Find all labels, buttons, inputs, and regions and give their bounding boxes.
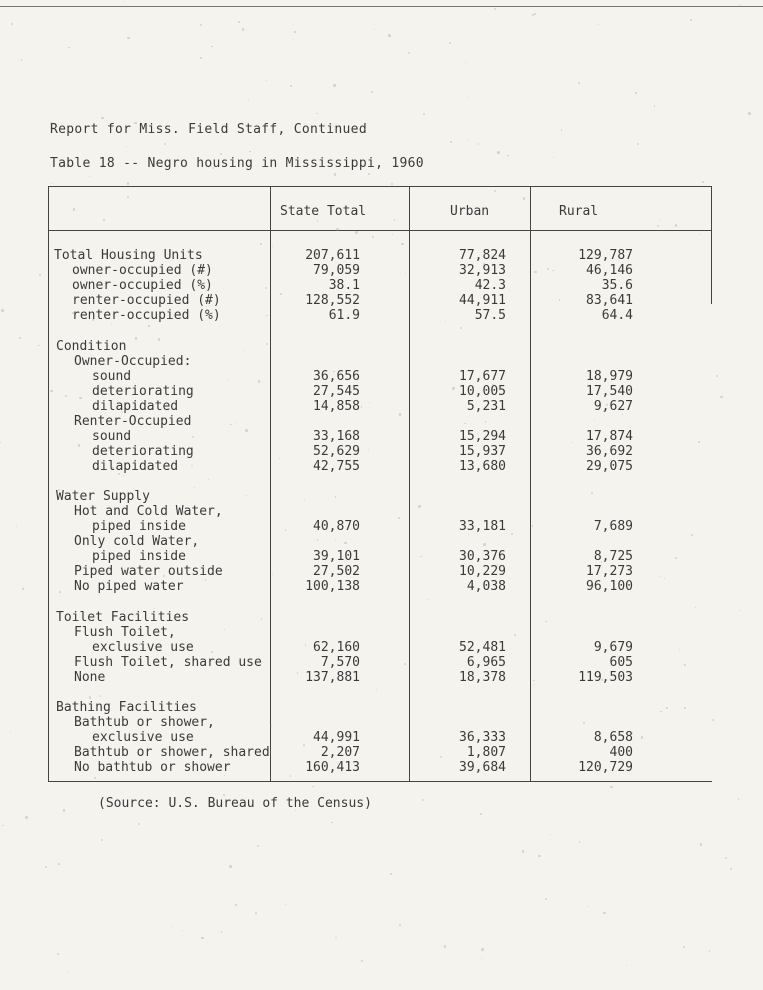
cell-state-total: 38.1: [328, 278, 360, 293]
cell-state-total: 137,881: [305, 670, 360, 685]
paper-speck: [494, 8, 496, 10]
paper-speck: [637, 143, 639, 145]
paper-speck: [200, 24, 202, 26]
row-label: Water Supply: [56, 489, 150, 504]
paper-speck: [0, 442, 1, 443]
paper-speck: [16, 526, 17, 527]
paper-speck: [164, 143, 166, 145]
cell-state-total: 27,545: [313, 384, 360, 399]
row-label: sound: [92, 369, 132, 384]
row-label: No bathtub or shower: [74, 760, 231, 775]
cell-rural: 120,729: [578, 760, 633, 775]
paper-speck: [690, 19, 692, 21]
cell-state-total: 42,755: [313, 459, 360, 474]
paper-speck: [452, 387, 454, 389]
paper-speck: [224, 775, 225, 776]
paper-speck: [374, 29, 375, 30]
cell-state-total: 207,611: [305, 248, 360, 263]
paper-speck: [242, 28, 244, 30]
paper-speck: [201, 937, 203, 939]
cell-urban: 13,680: [459, 459, 506, 474]
paper-speck: [468, 97, 469, 98]
paper-speck: [221, 931, 223, 933]
cell-urban: 52,481: [459, 640, 506, 655]
paper-speck: [257, 845, 259, 847]
paper-speck: [10, 732, 11, 733]
cell-rural: 35.6: [601, 278, 633, 293]
paper-speck: [228, 379, 229, 380]
paper-speck: [279, 458, 280, 459]
paper-speck: [317, 539, 318, 540]
table-left-border: [48, 186, 49, 782]
row-label: No piped water: [74, 579, 184, 594]
paper-speck: [641, 736, 644, 739]
paper-speck: [266, 80, 267, 81]
paper-speck: [361, 960, 364, 963]
paper-speck: [50, 390, 52, 392]
paper-speck: [335, 496, 336, 497]
paper-speck: [112, 467, 113, 468]
cell-state-total: 7,570: [320, 655, 360, 670]
paper-speck: [58, 863, 60, 865]
paper-speck: [53, 158, 54, 159]
paper-speck: [235, 904, 236, 905]
paper-speck: [118, 473, 120, 475]
cell-urban: 10,005: [459, 384, 506, 399]
cell-urban: 1,807: [466, 745, 506, 760]
paper-speck: [449, 42, 451, 44]
paper-speck: [739, 610, 740, 611]
paper-speck: [561, 129, 562, 130]
row-label: Total Housing Units: [54, 248, 203, 263]
paper-speck: [399, 413, 401, 415]
paper-speck: [598, 24, 599, 25]
table-top-border: [48, 186, 712, 187]
paper-speck: [316, 113, 317, 114]
paper-speck: [1, 309, 4, 312]
paper-speck: [440, 756, 442, 758]
row-label: Flush Toilet, shared use: [74, 655, 262, 670]
paper-speck: [21, 59, 23, 61]
paper-speck: [478, 143, 480, 145]
cell-rural: 605: [609, 655, 633, 670]
cell-rural: 9,627: [593, 399, 633, 414]
top-rule: [0, 6, 763, 7]
row-label: Flush Toilet,: [74, 625, 176, 640]
paper-speck: [11, 23, 14, 26]
paper-speck: [249, 151, 251, 153]
cell-rural: 17,540: [586, 384, 633, 399]
paper-speck: [617, 656, 618, 657]
row-label: Only cold Water,: [74, 534, 200, 549]
paper-speck: [2, 825, 3, 826]
paper-speck: [601, 679, 603, 681]
paper-speck: [583, 722, 585, 724]
row-label: owner-occupied (%): [72, 278, 213, 293]
row-label: sound: [92, 429, 132, 444]
paper-speck: [280, 293, 282, 295]
row-label: exclusive use: [92, 730, 194, 745]
paper-speck: [552, 270, 553, 271]
table-title: Table 18 -- Negro housing in Mississippi, 1960: [50, 156, 424, 171]
paper-speck: [361, 406, 362, 407]
col-divider-1: [270, 186, 271, 782]
paper-speck: [248, 100, 249, 101]
cell-state-total: 36,656: [313, 369, 360, 384]
paper-speck: [355, 231, 357, 233]
cell-urban: 39,684: [459, 760, 506, 775]
paper-speck: [423, 113, 425, 115]
paper-speck: [720, 396, 722, 398]
paper-speck: [89, 176, 90, 177]
paper-speck: [603, 912, 606, 915]
cell-rural: 36,692: [586, 444, 633, 459]
cell-urban: 57.5: [474, 308, 506, 323]
paper-speck: [610, 786, 612, 788]
row-label: Piped water outside: [74, 564, 223, 579]
paper-speck: [38, 345, 39, 346]
paper-speck: [534, 684, 535, 685]
cell-rural: 9,679: [593, 640, 633, 655]
cell-urban: 32,913: [459, 263, 506, 278]
paper-speck: [702, 181, 704, 183]
source-note: (Source: U.S. Bureau of the Census): [98, 796, 372, 811]
paper-speck: [220, 153, 222, 155]
paper-speck: [127, 37, 129, 39]
paper-speck: [394, 219, 396, 221]
paper-speck: [246, 495, 247, 496]
row-label: exclusive use: [92, 640, 194, 655]
row-label: deteriorating: [92, 444, 194, 459]
paper-speck: [191, 465, 192, 466]
cell-urban: 18,378: [459, 670, 506, 685]
cell-urban: 30,376: [459, 549, 506, 564]
column-header-urban: Urban: [450, 204, 490, 219]
paper-speck: [635, 92, 637, 94]
cell-state-total: 79,059: [313, 263, 360, 278]
paper-speck: [285, 904, 286, 905]
cell-rural: 17,874: [586, 429, 633, 444]
row-label: piped inside: [92, 549, 186, 564]
paper-speck: [700, 843, 703, 846]
row-label: renter-occupied (%): [72, 308, 221, 323]
paper-speck: [59, 591, 61, 593]
paper-speck: [675, 557, 677, 559]
paper-speck: [238, 21, 240, 23]
row-label: owner-occupied (#): [72, 263, 213, 278]
table-bottom-border: [48, 781, 712, 782]
row-label: Bathtub or shower, shared: [74, 745, 270, 760]
paper-speck: [559, 299, 560, 300]
paper-speck: [679, 649, 680, 650]
paper-speck: [534, 13, 536, 15]
cell-rural: 83,641: [586, 293, 633, 308]
paper-speck: [22, 588, 23, 589]
paper-speck: [135, 337, 137, 339]
paper-speck: [79, 397, 81, 399]
paper-speck: [45, 866, 47, 868]
cell-state-total: 2,207: [320, 745, 360, 760]
paper-speck: [465, 62, 466, 63]
paper-speck: [58, 489, 60, 491]
paper-speck: [657, 225, 659, 227]
paper-speck: [172, 926, 173, 927]
paper-speck: [294, 31, 295, 32]
paper-speck: [390, 873, 392, 875]
paper-speck: [52, 183, 53, 184]
paper-speck: [497, 151, 500, 154]
paper-speck: [295, 810, 296, 811]
paper-speck: [19, 337, 21, 339]
row-label: Renter-Occupied: [74, 414, 192, 429]
paper-speck: [709, 950, 710, 951]
paper-speck: [532, 14, 534, 16]
paper-speck: [683, 946, 685, 948]
cell-rural: 17,273: [586, 564, 633, 579]
paper-speck: [101, 117, 103, 119]
cell-state-total: 44,991: [313, 730, 360, 745]
paper-speck: [481, 958, 482, 959]
paper-speck: [304, 500, 305, 501]
row-label: Bathing Facilities: [56, 700, 197, 715]
cell-urban: 44,911: [459, 293, 506, 308]
row-label: dilapidated: [92, 399, 179, 414]
row-label: deteriorating: [92, 384, 194, 399]
paper-speck: [57, 953, 59, 955]
col-divider-3: [530, 186, 531, 782]
paper-speck: [148, 325, 150, 327]
paper-speck: [538, 855, 540, 857]
paper-speck: [25, 816, 27, 818]
paper-speck: [712, 719, 714, 721]
paper-speck: [660, 219, 661, 220]
cell-state-total: 61.9: [328, 308, 360, 323]
paper-speck: [480, 813, 483, 816]
paper-speck: [725, 857, 727, 859]
paper-speck: [664, 578, 665, 579]
cell-state-total: 62,160: [313, 640, 360, 655]
row-label: Bathtub or shower,: [74, 715, 215, 730]
paper-speck: [39, 274, 41, 276]
paper-speck: [211, 651, 213, 653]
paper-speck: [730, 868, 732, 870]
paper-speck: [675, 224, 678, 227]
paper-speck: [335, 937, 336, 938]
paper-speck: [79, 673, 81, 675]
paper-speck: [138, 823, 140, 825]
paper-speck: [336, 228, 339, 231]
paper-speck: [63, 809, 66, 812]
cell-rural: 18,979: [586, 369, 633, 384]
cell-state-total: 27,502: [313, 564, 360, 579]
paper-speck: [545, 898, 547, 900]
paper-speck: [338, 373, 339, 374]
paper-speck: [483, 263, 485, 265]
column-header-state-total: State Total: [280, 204, 367, 219]
cell-urban: 77,824: [459, 248, 506, 263]
paper-speck: [72, 312, 74, 314]
row-label: Condition: [56, 339, 127, 354]
row-label: Toilet Facilities: [56, 610, 190, 625]
cell-urban: 33,181: [459, 519, 506, 534]
cell-rural: 7,689: [593, 519, 633, 534]
paper-speck: [236, 801, 238, 803]
row-label: Hot and Cold Water,: [74, 504, 223, 519]
paper-speck: [579, 841, 580, 842]
paper-speck: [399, 924, 401, 926]
housing-table: [48, 186, 712, 782]
paper-speck: [272, 574, 273, 575]
cell-rural: 29,075: [586, 459, 633, 474]
paper-speck: [154, 608, 155, 609]
paper-speck: [408, 52, 410, 54]
paper-speck: [101, 839, 103, 841]
cell-state-total: 39,101: [313, 549, 360, 564]
paper-speck: [183, 511, 184, 512]
paper-speck: [229, 865, 232, 868]
paper-speck: [418, 505, 420, 507]
paper-speck: [511, 533, 513, 535]
row-label: renter-occupied (#): [72, 293, 221, 308]
cell-state-total: 52,629: [313, 444, 360, 459]
paper-speck: [266, 315, 267, 316]
paper-speck: [534, 271, 536, 273]
paper-speck: [738, 798, 740, 800]
paper-speck: [138, 289, 139, 290]
paper-speck: [158, 338, 160, 340]
cell-rural: 8,725: [593, 549, 633, 564]
paper-speck: [553, 157, 554, 158]
cell-state-total: 33,168: [313, 429, 360, 444]
cell-state-total: 14,858: [313, 399, 360, 414]
paper-speck: [368, 173, 370, 175]
cell-urban: 6,965: [466, 655, 506, 670]
cell-rural: 8,658: [593, 730, 633, 745]
cell-state-total: 100,138: [305, 579, 360, 594]
paper-speck: [315, 531, 316, 532]
row-label: None: [74, 670, 106, 685]
table-right-border: [711, 186, 712, 304]
paper-speck: [68, 971, 70, 973]
cell-urban: 5,231: [466, 399, 506, 414]
cell-urban: 10,229: [459, 564, 506, 579]
paper-speck: [514, 634, 516, 636]
col-divider-2: [409, 186, 410, 782]
cell-rural: 96,100: [586, 579, 633, 594]
paper-speck: [223, 794, 225, 796]
paper-speck: [578, 82, 580, 84]
cell-rural: 400: [609, 745, 633, 760]
paper-speck: [550, 834, 551, 835]
paper-speck: [468, 140, 469, 141]
cell-urban: 17,677: [459, 369, 506, 384]
cell-state-total: 128,552: [305, 293, 360, 308]
paper-speck: [255, 912, 257, 914]
paper-speck: [89, 696, 91, 698]
paper-speck: [331, 822, 333, 824]
cell-urban: 4,038: [466, 579, 506, 594]
cell-state-total: 40,870: [313, 519, 360, 534]
paper-speck: [200, 57, 203, 60]
paper-speck: [388, 34, 391, 37]
paper-speck: [716, 375, 718, 377]
cell-state-total: 160,413: [305, 760, 360, 775]
paper-speck: [290, 775, 292, 777]
cell-urban: 15,937: [459, 444, 506, 459]
paper-speck: [124, 1, 125, 2]
paper-speck: [522, 850, 524, 852]
paper-speck: [245, 429, 248, 432]
cell-urban: 36,333: [459, 730, 506, 745]
paper-speck: [163, 575, 165, 577]
paper-speck: [654, 105, 656, 107]
paper-speck: [603, 410, 605, 412]
header-divider: [48, 230, 712, 231]
paper-speck: [481, 948, 483, 950]
paper-speck: [211, 46, 213, 48]
paper-speck: [748, 112, 750, 114]
paper-speck: [182, 930, 183, 931]
cell-rural: 129,787: [578, 248, 633, 263]
paper-speck: [127, 182, 129, 184]
paper-speck: [78, 444, 80, 446]
paper-speck: [230, 424, 231, 425]
paper-speck: [235, 422, 236, 423]
paper-speck: [92, 319, 93, 320]
paper-speck: [68, 47, 70, 49]
paper-speck: [422, 799, 424, 801]
paper-speck: [371, 91, 373, 93]
paper-speck: [194, 487, 195, 488]
paper-speck: [444, 945, 446, 947]
row-label: dilapidated: [92, 459, 179, 474]
cell-rural: 46,146: [586, 263, 633, 278]
cell-rural: 64.4: [601, 308, 633, 323]
paper-speck: [258, 380, 260, 382]
paper-speck: [588, 906, 589, 907]
paper-speck: [507, 155, 508, 156]
paper-speck: [450, 141, 453, 144]
paper-speck: [312, 786, 314, 788]
paper-speck: [626, 965, 628, 967]
cell-rural: 119,503: [578, 670, 633, 685]
paper-speck: [483, 543, 485, 545]
report-title: Report for Miss. Field Staff, Continued: [50, 122, 367, 137]
row-label: Owner-Occupied:: [74, 354, 192, 369]
paper-speck: [290, 85, 292, 87]
row-label: piped inside: [92, 519, 186, 534]
paper-speck: [391, 183, 393, 185]
cell-urban: 15,294: [459, 429, 506, 444]
paper-speck: [126, 146, 127, 147]
cell-urban: 42.3: [474, 278, 506, 293]
paper-speck: [334, 173, 337, 176]
paper-speck: [333, 84, 335, 86]
column-header-rural: Rural: [559, 204, 599, 219]
paper-speck: [205, 579, 207, 581]
